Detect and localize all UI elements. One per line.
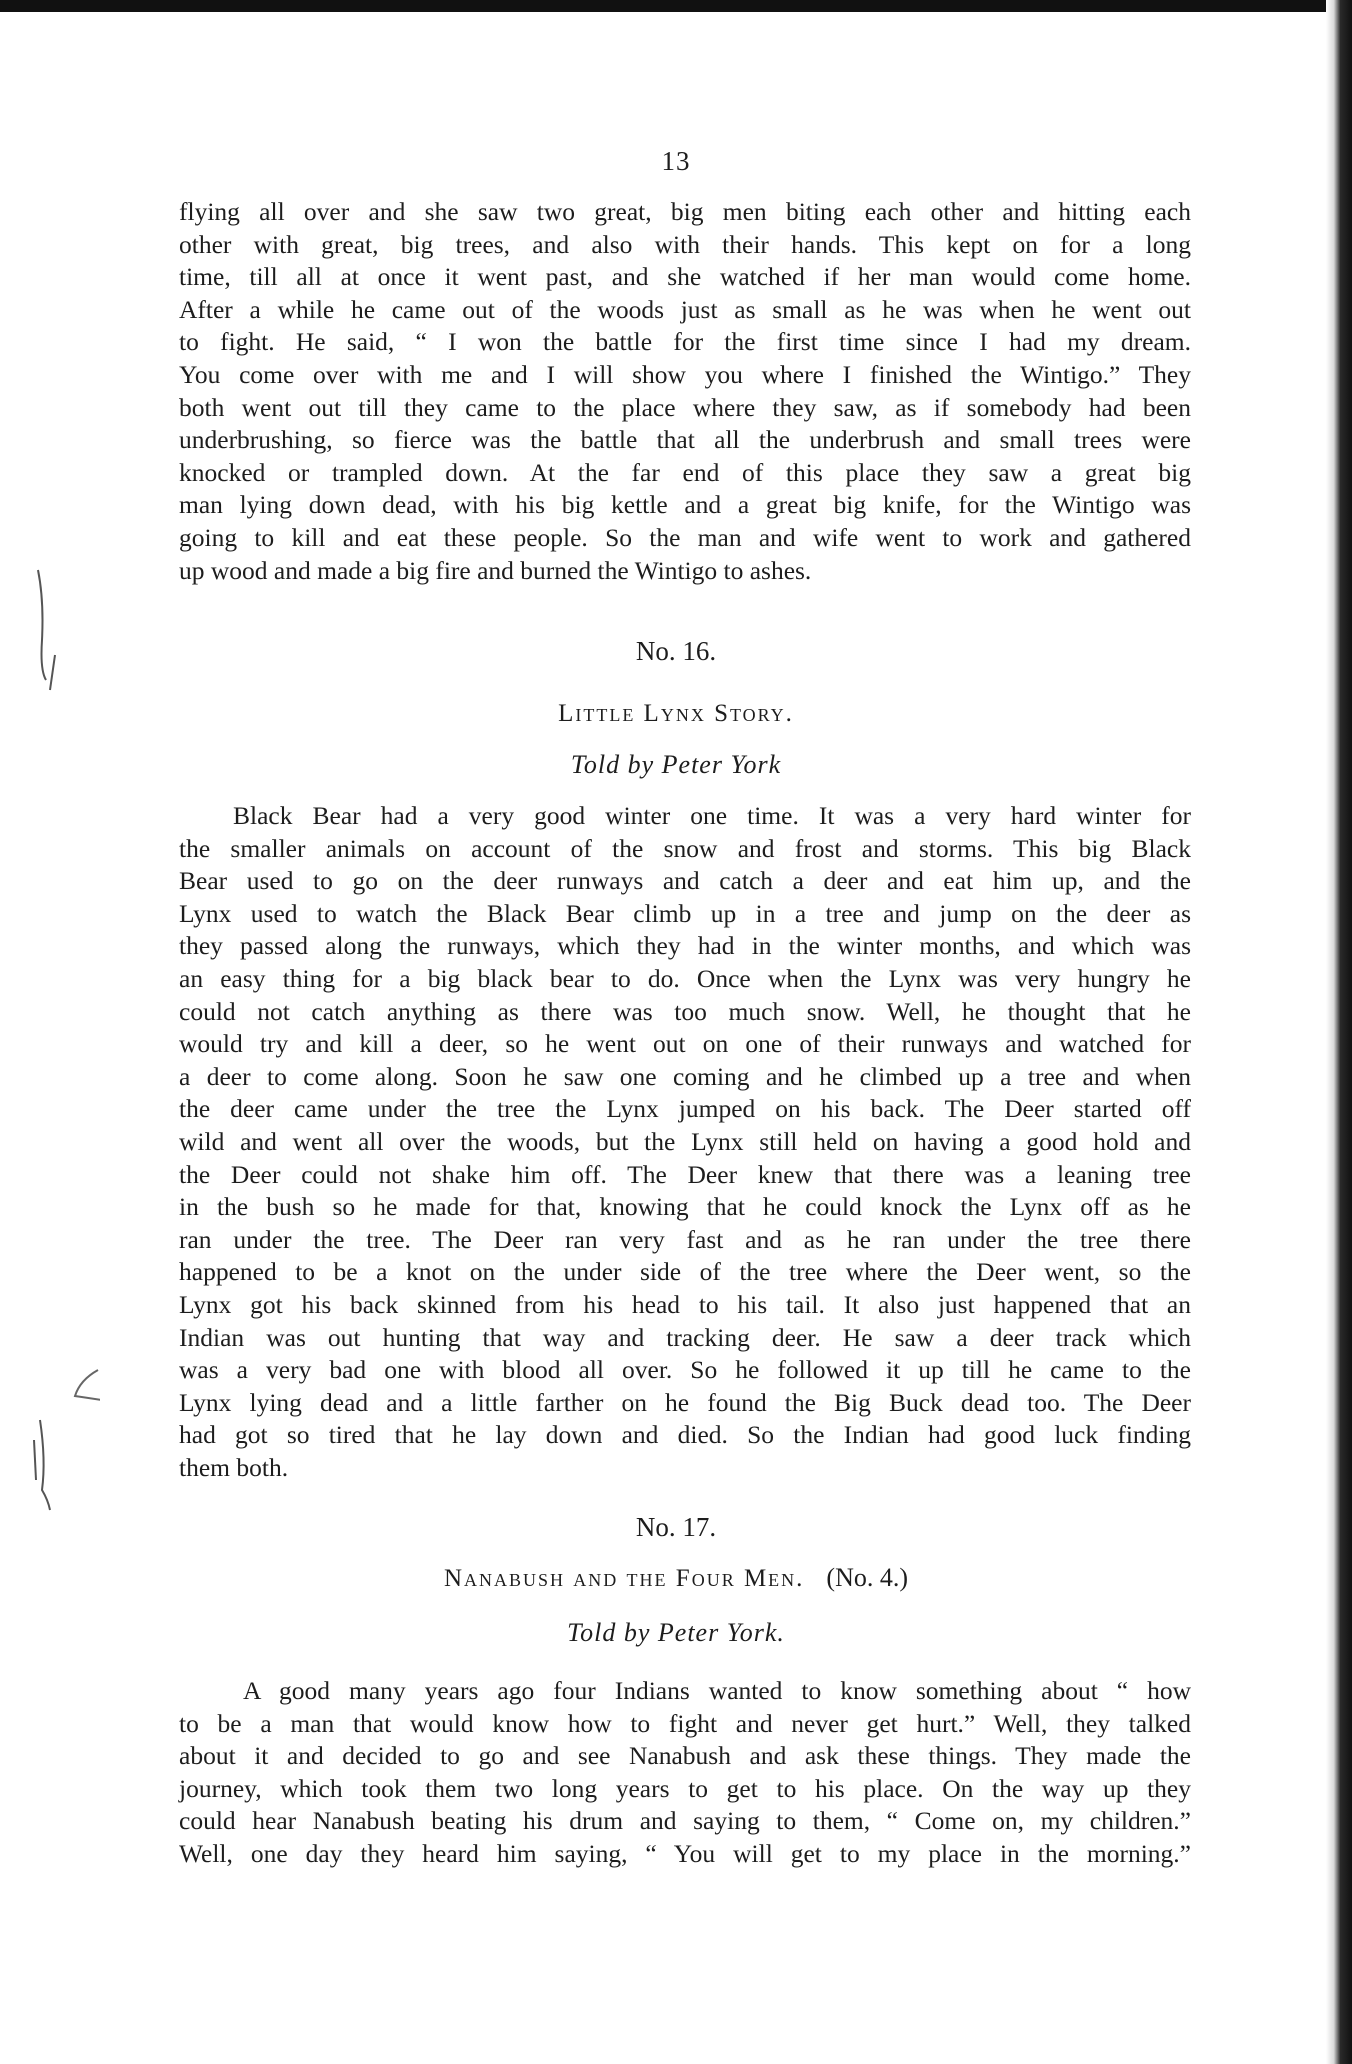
text-line: going to kill and eat these people. So the man and wife went to work and gathered xyxy=(179,522,1191,552)
story-17-title-row xyxy=(0,1563,1352,1593)
story-16-title: Little Lynx Story. xyxy=(558,700,794,727)
text-line: Lynx got his back skinned from his head to his tail. It also just happened that an xyxy=(179,1289,1191,1319)
text-line: Black Bear had a very good winter one time. It was a very hard winter for xyxy=(233,801,1191,830)
text-line: about it and decided to go and see Nanabush and ask these things. They made the xyxy=(179,1741,1191,1771)
text-line: Indian was out hunting that way and tracking deer. He saw a deer track which xyxy=(179,1322,1191,1352)
story-17-number: No. 17. xyxy=(635,1512,717,1542)
text-line: Lynx used to watch the Black Bear climb up in a tree and jump on the deer as xyxy=(179,898,1191,928)
story-16-body xyxy=(179,800,1191,1484)
text-line: could not catch anything as there was too much snow. Well, he thought that he xyxy=(179,996,1191,1026)
story-17-title: Nanabush and the Four Men. xyxy=(443,1565,805,1592)
text-line: flying all over and she saw two great, big men biting each other and hitting each xyxy=(179,197,1191,226)
text-line: Well, one day they heard him saying, “ You will get to my place in the morning.” xyxy=(179,1838,1191,1868)
text-line: Bear used to go on the deer runways and catch a deer and eat him up, and the xyxy=(179,866,1191,896)
story-17-title-suffix: (No. 4.) xyxy=(826,1563,909,1592)
text-line: the deer came under the tree the Lynx jumped on his back. The Deer started off xyxy=(179,1094,1191,1124)
text-line: both went out till they came to the place where they saw, as if somebody had been xyxy=(179,392,1191,422)
page-number: 13 xyxy=(661,146,691,176)
text-line: journey, which took them two long years to get to his place. On the way up they xyxy=(179,1773,1191,1803)
story-17-byline: Told by Peter York. xyxy=(567,1618,785,1647)
scan-top-edge xyxy=(0,0,1352,12)
text-line: time, till all at once it went past, and she watched if her man would come home. xyxy=(179,262,1191,292)
story-16-byline: Told by Peter York xyxy=(570,750,782,779)
story-16-paragraph xyxy=(179,800,1191,1484)
text-line: the smaller animals on account of the snow and frost and storms. This big Black xyxy=(179,833,1191,863)
text-line: to fight. He said, “ I won the battle for the first time since I had my dream. xyxy=(179,327,1191,357)
text-line: man lying down dead, with his big kettle and a great big knife, for the Wintigo was xyxy=(179,490,1191,520)
margin-mark-tick-lower xyxy=(34,1440,36,1480)
text-line: the Deer could not shake him off. The Deer knew that there was a leaning tree xyxy=(179,1159,1191,1189)
text-line: After a while he came out of the woods just as small as he was when he went out xyxy=(179,294,1191,324)
margin-mark-tick xyxy=(50,655,55,690)
text-line: had got so tired that he lay down and died. So the Indian had good luck finding xyxy=(179,1420,1191,1450)
text-line: would try and kill a deer, so he went out on one of their runways and watched for xyxy=(179,1029,1191,1059)
text-line: up wood and made a big fire and burned the Wintigo to ashes. xyxy=(179,555,812,585)
story-17-paragraph xyxy=(179,1675,1191,1871)
text-line: underbrushing, so fierce was the battle that all the underbrush and small trees were xyxy=(179,425,1191,455)
text-line: wild and went all over the woods, but the Lynx still held on having a good hold and xyxy=(179,1126,1191,1156)
margin-mark-bracket xyxy=(38,570,46,680)
text-line: they passed along the runways, which they had in the winter months, and which was xyxy=(179,931,1191,961)
story-continued xyxy=(179,196,1191,587)
scan-right-edge xyxy=(1326,0,1352,2064)
margin-pencil-marks xyxy=(20,560,100,1520)
text-line: them both. xyxy=(179,1452,289,1482)
text-line: was a very bad one with blood all over. So he followed it up till he came to the xyxy=(179,1355,1191,1385)
margin-mark-arrow xyxy=(75,1370,100,1402)
text-line: could hear Nanabush beating his drum and saying to them, “ Come on, my children.” xyxy=(179,1806,1191,1836)
story-17-body xyxy=(179,1675,1191,1871)
text-line: happened to be a knot on the under side of the tree where the Deer went, so the xyxy=(179,1257,1191,1287)
text-line: Lynx lying dead and a little farther on he found the Big Buck dead too. The Deer xyxy=(179,1387,1191,1417)
text-line: You come over with me and I will show you where I finished the Wintigo.” They xyxy=(179,359,1191,389)
text-line: to be a man that would know how to fight and never get hurt.” Well, they talked xyxy=(179,1708,1191,1738)
text-line: an easy thing for a big black bear to do. Once when the Lynx was very hungry he xyxy=(179,963,1191,993)
text-line: a deer to come along. Soon he saw one coming and he climbed up a tree and when xyxy=(179,1061,1191,1091)
margin-mark-bracket-lower xyxy=(40,1420,50,1510)
text-line: other with great, big trees, and also with their hands. This kept on for a long xyxy=(179,229,1191,259)
story-continued-paragraph xyxy=(179,196,1191,587)
text-line: ran under the tree. The Deer ran very fast and as he ran under the tree there xyxy=(179,1224,1191,1254)
text-line: knocked or trampled down. At the far end of this place they saw a great big xyxy=(179,457,1191,487)
text-line: A good many years ago four Indians wanted to know something about “ how xyxy=(243,1676,1191,1705)
story-16-number: No. 16. xyxy=(635,636,717,666)
text-line: in the bush so he made for that, knowing that he could knock the Lynx off as he xyxy=(179,1192,1191,1222)
